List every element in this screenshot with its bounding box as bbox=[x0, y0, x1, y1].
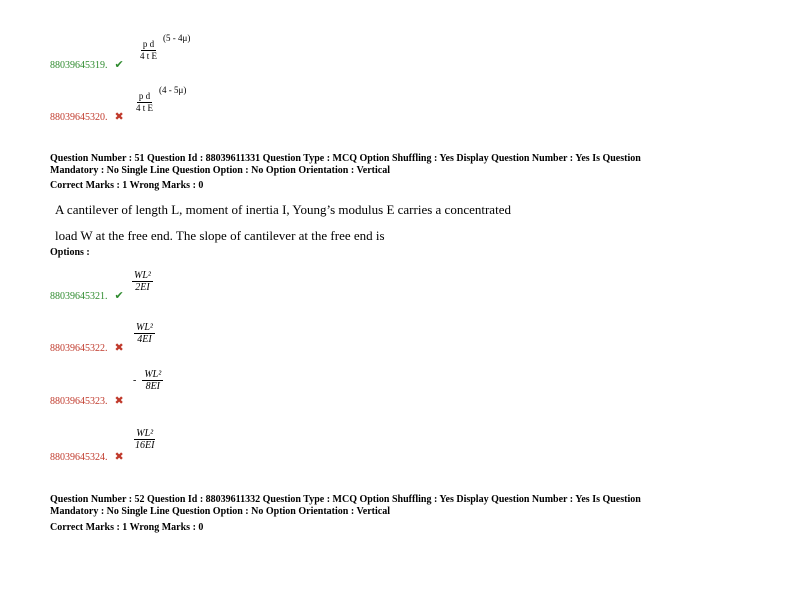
option-row bbox=[50, 391, 124, 409]
formula-numerator: WL² bbox=[136, 322, 153, 333]
option-id: 88039645321. bbox=[50, 291, 108, 302]
correct-check-icon: ✔ bbox=[114, 290, 124, 302]
wrong-cross-icon: ✖ bbox=[114, 111, 124, 123]
option-id: 88039645323. bbox=[50, 396, 108, 407]
question-meta bbox=[50, 494, 740, 534]
option-row bbox=[50, 447, 124, 465]
option-row bbox=[50, 338, 124, 356]
option-formula bbox=[134, 317, 155, 345]
question-meta-line: Question Number : 52 Question Id : 88039611332 Question Type : MCQ Option Shuffling : Yes Display Question Number : Yes Is Question bbox=[50, 494, 641, 505]
option-id: 88039645324. bbox=[50, 452, 108, 463]
formula-numerator: p d bbox=[142, 39, 155, 49]
option-id: 88039645319. bbox=[50, 60, 108, 71]
formula-denominator: 2EI bbox=[135, 282, 150, 293]
formula-numerator: WL² bbox=[136, 428, 154, 439]
option-row bbox=[50, 286, 124, 304]
formula-numerator: WL² bbox=[134, 270, 151, 281]
question-marks: Correct Marks : 1 Wrong Marks : 0 bbox=[50, 180, 204, 191]
formula-denominator: 4 t E bbox=[140, 51, 157, 61]
formula-numerator: p d bbox=[138, 91, 151, 101]
formula-prefix: - bbox=[133, 375, 137, 386]
option-formula bbox=[132, 265, 153, 293]
formula-denominator: 16EI bbox=[135, 440, 155, 451]
question-meta-line: Mandatory : No Single Line Question Option : No Option Orientation : Vertical bbox=[50, 506, 391, 517]
formula-numerator: WL² bbox=[144, 369, 162, 380]
formula-suffix: (5 - 4μ) bbox=[163, 33, 191, 43]
option-formula bbox=[138, 34, 190, 62]
option-formula bbox=[133, 369, 163, 392]
formula-denominator: 4 t E bbox=[136, 103, 153, 113]
option-row bbox=[50, 55, 124, 73]
wrong-cross-icon: ✖ bbox=[114, 451, 124, 463]
wrong-cross-icon: ✖ bbox=[114, 395, 124, 407]
option-formula bbox=[134, 86, 186, 114]
question-text-line: A cantilever of length L, moment of inertia I, Young’s modulus E carries a concentrated bbox=[55, 202, 511, 217]
option-row bbox=[50, 107, 124, 125]
question-meta bbox=[50, 153, 740, 192]
wrong-cross-icon: ✖ bbox=[114, 342, 124, 354]
option-id: 88039645322. bbox=[50, 343, 108, 354]
formula-denominator: 8EI bbox=[145, 381, 161, 392]
question-meta-line: Question Number : 51 Question Id : 88039611331 Question Type : MCQ Option Shuffling : Yes Display Question Number : Yes Is Question bbox=[50, 153, 641, 164]
options-label: Options : bbox=[50, 247, 90, 258]
formula-denominator: 4EI bbox=[137, 334, 152, 345]
question-marks: Correct Marks : 1 Wrong Marks : 0 bbox=[50, 522, 204, 533]
question-text-line: load W at the free end. The slope of cantilever at the free end is bbox=[55, 228, 385, 243]
formula-suffix: (4 - 5μ) bbox=[159, 85, 187, 95]
option-formula bbox=[133, 423, 156, 451]
option-id: 88039645320. bbox=[50, 112, 108, 123]
question-meta-line: Mandatory : No Single Line Question Option : No Option Orientation : Vertical bbox=[50, 165, 391, 176]
correct-check-icon: ✔ bbox=[114, 59, 124, 71]
